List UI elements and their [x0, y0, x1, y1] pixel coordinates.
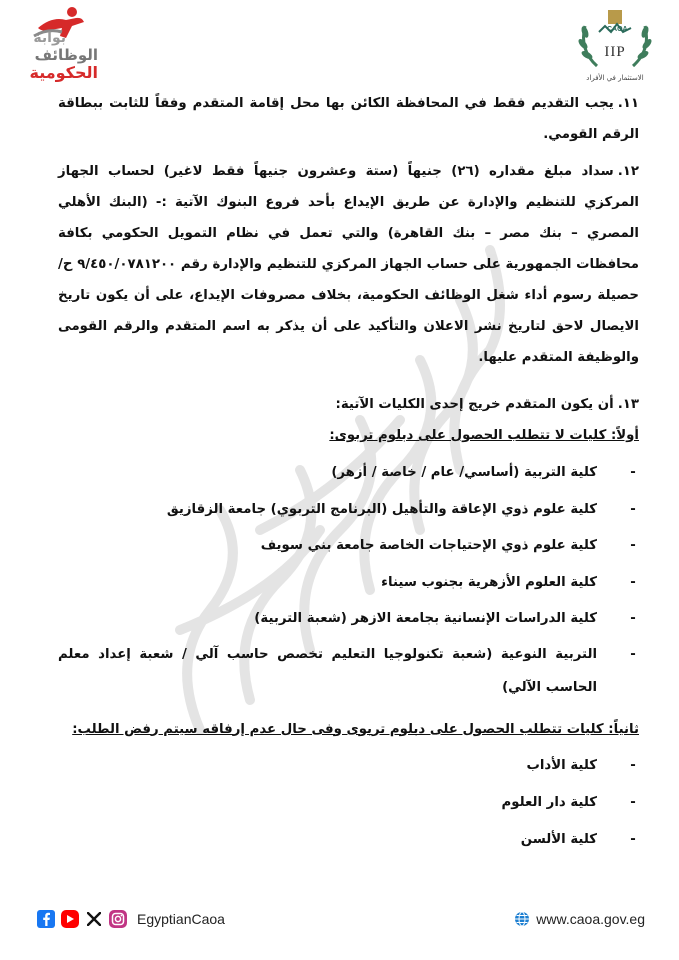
youtube-icon[interactable] [61, 910, 79, 928]
bullet-dash: - [630, 501, 636, 517]
social-handle[interactable]: EgyptianCaoa [137, 911, 225, 927]
list-item: - كلية العلوم الأزهرية بجنوب سيناء [58, 565, 639, 602]
document-body [58, 88, 639, 858]
logo-line-3: الحكومية [29, 63, 98, 82]
page-footer [0, 906, 679, 932]
caoa-abbreviation: CAOA [607, 26, 628, 33]
clause-number: ١١. [617, 96, 639, 111]
clause-number: ١٢. [617, 164, 639, 179]
list-item: - كلية علوم ذوي الإعاقة والتأهيل (البرنامج التربوي) جامعة الزقازيق [58, 492, 639, 529]
clause-text: سداد مبلغ مقداره (٢٦) جنيهاً (ستة وعشرون جنيهاً فقط لاغير) لحساب الجهاز المركزي للتنظيم والإدارة عن طريق الإيداع بأحد فروع البنوك الآتية :- (البنك الأهلي المصري – بنك مصر – بنك القاهرة) والتي تعمل في نظام التمويل الحكومي بكافة محافظات الجمهورية على حساب الجهاز المركزي للتنظيم والإدارة رقم ٩/٤٥٠/٠٧٨١٢٠٠ ح/ حصيلة رسوم أداء شغل الوظائف الحكومية، بخلاف مصروفات الإيداع، على أن يكون تاريخ الايصال لاحق لتاريخ نشر الاعلان والتأكيد على أن يذكر به اسم المتقدم والرقم القومى والوظيفة المتقدم عليها. [58, 164, 639, 365]
list-item: - كلية التربية (أساسي/ عام / خاصة / أزهر) [58, 455, 639, 492]
bullet-dash: - [630, 574, 636, 590]
clause-13 [58, 389, 639, 420]
iip-mark: IIP [604, 44, 626, 60]
bullet-dash: - [630, 757, 636, 773]
section-b-heading: ثانياً: كليات تتطلب الحصول على دبلوم تربوى وفى حال عدم إرفاقه سيتم رفض الطلب: [72, 721, 639, 737]
bullet-dash: - [630, 831, 636, 847]
logo-tagline: الاستثمار في الأفراد [586, 74, 644, 82]
logo-line-1: بوابة [33, 30, 66, 46]
bullet-dash: - [630, 538, 636, 553]
globe-icon [514, 911, 530, 927]
list-item: - كلية الألسن [58, 821, 639, 858]
clause-text: أن يكون المتقدم خريج إحدى الكليات الآتية: [335, 397, 614, 412]
bullet-dash: - [630, 646, 636, 662]
instagram-icon[interactable] [109, 910, 127, 928]
social-links [37, 908, 225, 930]
list-item: - كلية الأداب [58, 747, 639, 784]
caoa-logo [569, 6, 661, 90]
section-a-list [58, 455, 639, 704]
x-icon[interactable] [85, 910, 103, 928]
clause-text: يجب التقديم فقط في المحافظة الكائن بها محل إقامة المتقدم وفقاً للثابت ببطاقة الرقم القومي. [58, 96, 639, 142]
government-jobs-portal-logo [10, 6, 106, 84]
list-item: - كلية الدراسات الإنسانية بجامعة الازهر (شعبة التربية) [58, 601, 639, 638]
bullet-dash: - [630, 611, 636, 626]
website-url: www.caoa.gov.eg [536, 911, 645, 927]
list-item: - كلية علوم ذوي الإحتياجات الخاصة جامعة بني سويف [58, 528, 639, 565]
clause-11 [58, 88, 639, 150]
list-item: - كلية دار العلوم [58, 784, 639, 821]
laurel-wreath-icon [575, 6, 655, 74]
section-b-list [58, 747, 639, 858]
list-item: - التربية النوعية (شعبة تكنولوجيا التعليم تخصص حاسب آلي / شعبة إعداد معلم الحاسب الآلي) [58, 638, 639, 704]
website-link[interactable] [514, 908, 645, 930]
logo-line-2: الوظائف [34, 46, 98, 64]
bullet-dash: - [630, 794, 636, 810]
section-a-heading: أولاً: كليات لا تتطلب الحصول على دبلوم تربوى: [329, 428, 639, 443]
clause-number: ١٣. [617, 397, 639, 412]
facebook-icon[interactable] [37, 910, 55, 928]
clause-12 [58, 156, 639, 373]
bullet-dash: - [630, 465, 636, 480]
